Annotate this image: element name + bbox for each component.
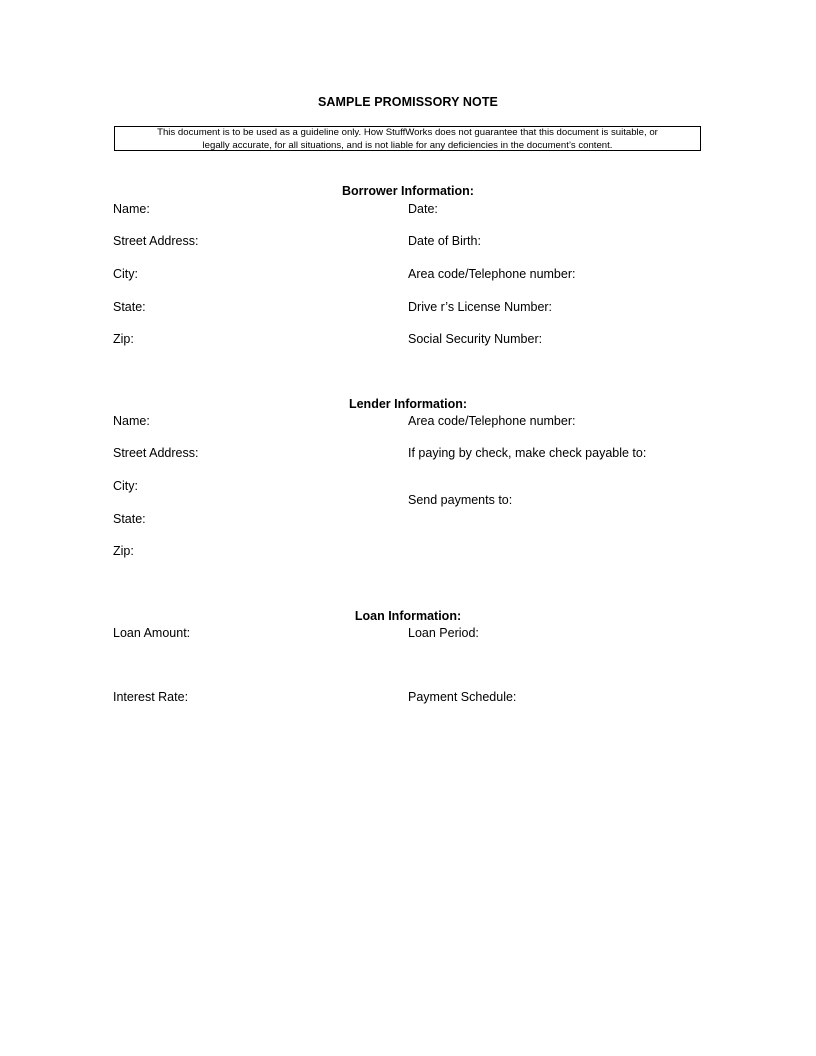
- borrower-zip-label: Zip:: [113, 332, 134, 346]
- borrower-street-address-label: Street Address:: [113, 234, 199, 248]
- borrower-city-label: City:: [113, 267, 138, 281]
- lender-street-address-label: Street Address:: [113, 446, 199, 460]
- disclaimer-box: [114, 126, 701, 151]
- lender-check-payable-label: If paying by check, make check payable to:: [408, 446, 647, 460]
- loan-heading: Loan Information:: [354, 609, 462, 623]
- disclaimer-line-2: legally accurate, for all situations, and is not liable for any deficiencies in the document’s content.: [202, 139, 613, 151]
- loan-amount-label: Loan Amount:: [113, 626, 191, 640]
- lender-telephone-label: Area code/Telephone number:: [408, 414, 576, 428]
- interest-rate-label: Interest Rate:: [113, 690, 189, 704]
- borrower-date-label: Date:: [408, 202, 438, 216]
- lender-city-label: City:: [113, 479, 138, 493]
- borrower-name-label: Name:: [113, 202, 150, 216]
- borrower-heading: Borrower Information:: [342, 184, 474, 198]
- lender-name-label: Name:: [113, 414, 150, 428]
- lender-send-payments-label: Send payments to:: [408, 493, 513, 507]
- disclaimer-line-1: This document is to be used as a guideline only. How StuffWorks does not guarantee that this document is suitable, or: [157, 127, 658, 138]
- borrower-drivers-license-label: Drive r’s License Number:: [408, 300, 553, 314]
- borrower-ssn-label: Social Security Number:: [408, 332, 543, 346]
- lender-zip-label: Zip:: [113, 544, 134, 558]
- borrower-date-of-birth-label: Date of Birth:: [408, 234, 481, 248]
- document-title: SAMPLE PROMISSORY NOTE: [317, 95, 498, 109]
- payment-schedule-label: Payment Schedule:: [408, 690, 517, 704]
- lender-state-label: State:: [113, 512, 146, 526]
- loan-period-label: Loan Period:: [408, 626, 479, 640]
- lender-heading: Lender Information:: [348, 397, 468, 411]
- borrower-state-label: State:: [113, 300, 146, 314]
- borrower-telephone-label: Area code/Telephone number:: [408, 267, 576, 281]
